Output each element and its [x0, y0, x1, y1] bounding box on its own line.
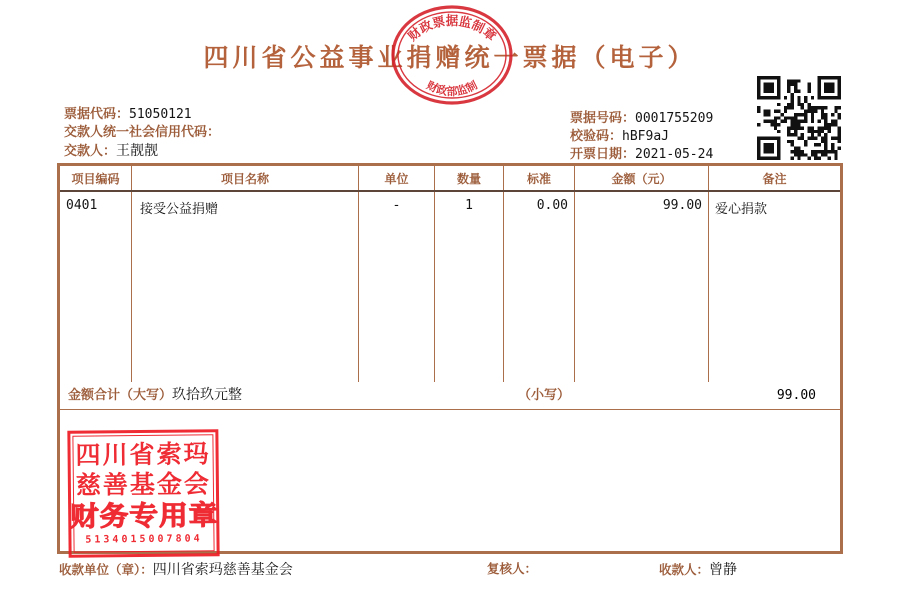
receiving-unit-label: 收款单位（章）：	[59, 562, 153, 577]
receipt-number-row	[570, 110, 713, 128]
payee	[659, 559, 737, 579]
item-note-cell: 爱心捐款	[715, 202, 768, 217]
header-left	[64, 106, 220, 161]
payer-credit-code-label: 交款人统一社会信用代码：	[64, 125, 221, 140]
check-code-row	[570, 128, 713, 146]
seal-top-text: 财政票据监制章	[404, 13, 500, 44]
payer-credit-code-row	[64, 124, 220, 142]
receipt-code-label: 票据代码：	[64, 107, 130, 122]
total-daxie-value: 玖拾玖元整	[172, 387, 243, 403]
issue-date-label: 开票日期：	[570, 147, 636, 162]
total-daxie	[68, 382, 242, 409]
col-header-item-name: 项目名称	[132, 166, 359, 190]
total-xiaoxie-value: 99.00	[776, 388, 816, 403]
finance-stamp-inner	[69, 434, 219, 552]
total-xiaoxie-label: （小写）	[518, 388, 571, 403]
reviewer-label: 复核人：	[487, 561, 538, 576]
total-daxie-label: 金额合计（大写）	[68, 388, 173, 403]
payer-value: 王靓靓	[116, 143, 159, 159]
footer-row	[57, 559, 843, 579]
item-amount-cell: 99.00	[575, 192, 709, 382]
col-header-item-code: 项目编码	[60, 166, 132, 190]
fiscal-supervision-seal-icon	[388, 3, 516, 107]
page-title: 四川省公益事业捐赠统一票据（电子）	[203, 43, 697, 72]
item-code-cell: 0401	[60, 192, 132, 382]
item-std-cell: 0.00	[504, 192, 575, 382]
stamp-number: 5134015007804	[85, 533, 203, 546]
total-row	[60, 382, 840, 410]
table-row	[60, 192, 840, 382]
issue-date-row	[570, 146, 713, 164]
col-header-quantity: 数量	[435, 166, 504, 190]
payee-value: 曾静	[709, 562, 738, 578]
receipt-number-label: 票据号码：	[570, 111, 636, 126]
receipt-code-row	[64, 106, 220, 124]
item-name-cell: 接受公益捐赠	[132, 192, 359, 382]
check-code-label: 校验码：	[570, 129, 623, 144]
issue-date-value: 2021-05-24	[635, 147, 714, 162]
svg-text:财政票据监制章	[405, 13, 500, 44]
payee-label: 收款人：	[659, 562, 710, 577]
stamp-line1: 四川省索玛	[75, 438, 211, 470]
receiving-unit	[59, 559, 293, 579]
payer-label: 交款人：	[64, 144, 117, 159]
receipt-number-value: 0001755209	[635, 111, 714, 126]
header-right	[570, 110, 713, 164]
col-header-standard: 标准	[504, 166, 575, 190]
seal-bottom-text: 财政部监制	[424, 78, 480, 99]
reviewer	[487, 559, 537, 577]
stamp-line3: 财务专用章	[69, 500, 219, 533]
finance-stamp	[67, 429, 219, 558]
check-code-value: hBF9aJ	[622, 129, 669, 144]
receiving-unit-value: 四川省索玛慈善基金会	[152, 562, 293, 578]
col-header-unit: 单位	[359, 166, 435, 190]
receipt-code-value: 51050121	[129, 107, 192, 122]
payer-row	[64, 142, 220, 161]
item-qty-cell: 1	[435, 192, 504, 382]
col-header-amount: 金额（元）	[575, 166, 709, 190]
qr-code-icon	[757, 76, 841, 160]
col-header-remark: 备注	[762, 171, 787, 186]
table-header-row	[60, 166, 840, 192]
item-unit-cell: -	[359, 192, 435, 382]
stamp-line2: 慈善基金会	[75, 469, 212, 500]
